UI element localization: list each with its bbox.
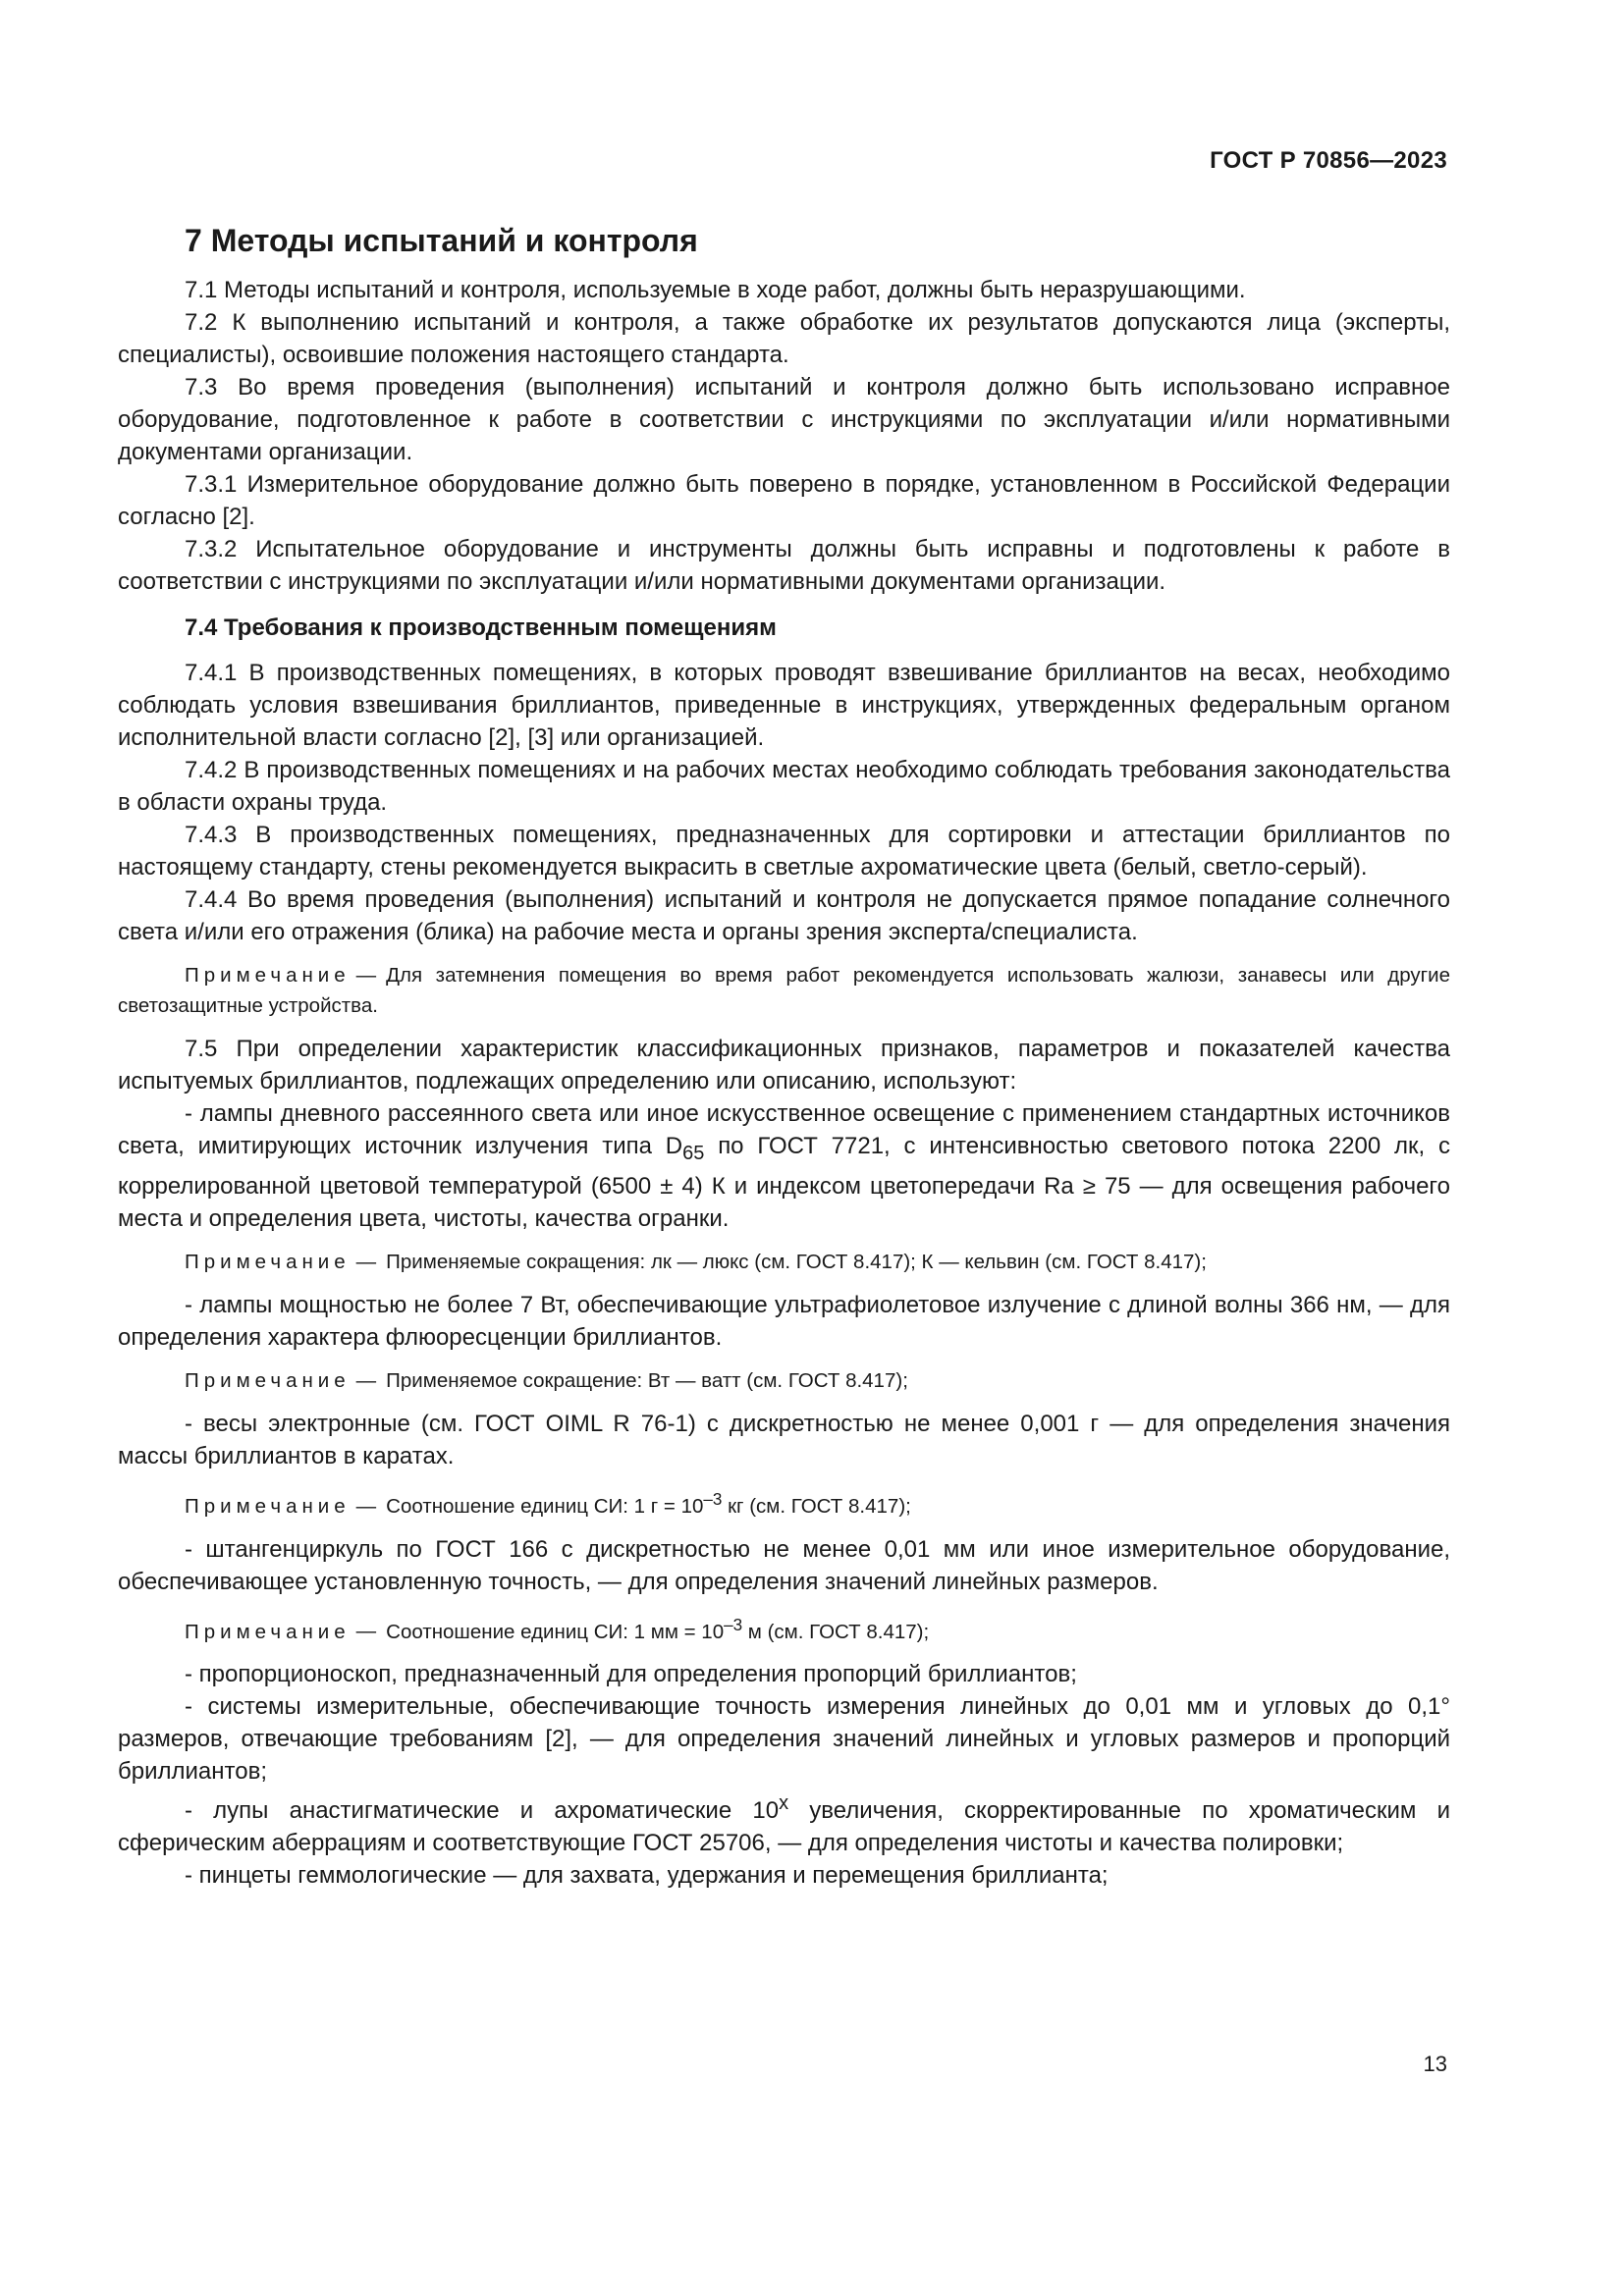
- subsection-title: 7.4 Требования к производственным помещениям: [185, 614, 777, 641]
- paragraph-7-4-3: 7.4.3 В производственных помещениях, предназначенных для сортировки и аттестации бриллиантов по настоящему стандарту, стены рекомендуется выкрасить в светлые ахроматические цвета (белый, светло-серый).: [118, 822, 1450, 881]
- superscript: –3: [703, 1489, 723, 1509]
- note-text: Соотношение единиц СИ: 1 мм = 10: [386, 1620, 725, 1643]
- paragraph-7-4-4: 7.4.4 Во время проведения (выполнения) испытаний и контроля не допускается прямое попадание солнечного света и/или его отражения (блика) на рабочие места и органы зрения эксперта/специалиста.: [118, 886, 1450, 945]
- subscript: 65: [682, 1142, 705, 1164]
- note-2: [118, 1247, 1450, 1277]
- list-item-loupes: [118, 1788, 1450, 1859]
- superscript: –3: [724, 1615, 743, 1634]
- paragraph-7-4-1: 7.4.1 В производственных помещениях, в которых проводят взвешивание бриллиантов на весах, необходимо соблюдать условия взвешивания бриллиантов, приведенные в инструкциях, утвержденных федеральным органом исполнительной власти согласно [2], [3] или организацией.: [118, 660, 1450, 751]
- list-item-tweezers: - пинцеты геммологические — для захвата, удержания и перемещения бриллианта;: [185, 1862, 1109, 1890]
- section-title: 7 Методы испытаний и контроля: [185, 223, 698, 258]
- note-text: Применяемые сокращения: лк — люкс (см. ГОСТ 8.417); К — кельвин (см. ГОСТ 8.417);: [386, 1250, 1207, 1273]
- list-item-text: - лампы дневного рассеянного света или иное искусственное освещение с применением стандартных источников света, имитирующих источник излучения типа D: [118, 1100, 1450, 1159]
- note-dash: —: [355, 1368, 377, 1392]
- note-text: Для затемнения помещения во время работ рекомендуется использовать жалюзи, занавесы или другие светозащитные устройства.: [118, 964, 1450, 1017]
- list-item-measuring-systems: - системы измерительные, обеспечивающие точность измерения линейных до 0,01 мм и угловых до 0,1° размеров, отвечающие требованиям [2], — для определения значений линейных и угловых размеров и пропорций бриллиантов;: [118, 1693, 1450, 1786]
- note-label: Примечание: [185, 1620, 351, 1643]
- note-text: Применяемое сокращение: Вт — ватт (см. ГОСТ 8.417);: [386, 1368, 908, 1392]
- note-dash: —: [355, 964, 377, 987]
- list-item-daylight-lamps: [118, 1097, 1450, 1235]
- paragraph-7-2: 7.2 К выполнению испытаний и контроля, а также обработке их результатов допускаются лица (эксперты, специалисты), освоившие положения настоящего стандарта.: [118, 309, 1450, 368]
- note-label: Примечание: [185, 964, 351, 987]
- paragraph-7-3-2: 7.3.2 Испытательное оборудование и инструменты должны быть исправны и подготовлены к работе в соответствии с инструкциями по эксплуатации и/или нормативными документами организации.: [118, 536, 1450, 595]
- list-item-caliper: - штангенциркуль по ГОСТ 166 с дискретностью не менее 0,01 мм или иное измерительное оборудование, обеспечивающее установленную точность, — для определения значений линейных размеров.: [118, 1535, 1450, 1595]
- document-code: ГОСТ Р 70856—2023: [1210, 147, 1447, 174]
- note-text: Соотношение единиц СИ: 1 г = 10: [386, 1494, 704, 1518]
- list-item-scales: - весы электронные (см. ГОСТ OIML R 76-1) с дискретностью не менее 0,001 г — для определения значения массы бриллиантов в каратах.: [118, 1410, 1450, 1469]
- page-content: [118, 221, 1450, 1892]
- superscript: х: [779, 1792, 789, 1815]
- note-dash: —: [355, 1620, 377, 1643]
- paragraph-7-3: 7.3 Во время проведения (выполнения) испытаний и контроля должно быть использовано исправное оборудование, подготовленное к работе в соответствии с инструкциями по эксплуатации и/или нормативными документами организации.: [118, 374, 1450, 465]
- note-text: кг (см. ГОСТ 8.417);: [722, 1494, 911, 1518]
- note-label: Примечание: [185, 1250, 351, 1273]
- paragraph-7-4-2: 7.4.2 В производственных помещениях и на рабочих местах необходимо соблюдать требования законодательства в области охраны труда.: [118, 757, 1450, 816]
- note-label: Примечание: [185, 1494, 351, 1518]
- page-number: 13: [1423, 2052, 1447, 2076]
- note-4: [118, 1484, 1450, 1522]
- list-item-uv-lamps: - лампы мощностью не более 7 Вт, обеспечивающие ультрафиолетовое излучение с длиной волны 366 нм, — для определения характера флюоресценции бриллиантов.: [118, 1291, 1450, 1351]
- list-item-text: - лупы анастигматические и ахроматические 10: [185, 1797, 780, 1825]
- list-item-text: по ГОСТ 7721, с интенсивностью светового потока 2200 лк, с коррелированной цветовой температурой (6500 ± 4) К и индексом цветопередачи Ra ≥ 75 — для освещения рабочего места и определения цвета, чистоты, качества огранки.: [118, 1133, 1450, 1232]
- list-item-proportionscope: - пропорционоскоп, предназначенный для определения пропорций бриллиантов;: [185, 1661, 1077, 1688]
- note-5: [118, 1610, 1450, 1647]
- note-3: [118, 1365, 1450, 1396]
- paragraph-7-1: 7.1 Методы испытаний и контроля, используемые в ходе работ, должны быть неразрушающими.: [185, 277, 1246, 303]
- note-dash: —: [355, 1494, 377, 1518]
- paragraph-7-3-1: 7.3.1 Измерительное оборудование должно быть поверено в порядке, установленном в Российской Федерации согласно [2].: [118, 471, 1450, 530]
- note-1: [118, 960, 1450, 1021]
- note-dash: —: [355, 1250, 377, 1273]
- note-label: Примечание: [185, 1368, 351, 1392]
- list-item-text: увеличения, скорректированные по хроматическим и сферическим аберрациям и соответствующие ГОСТ 25706, — для определения чистоты и качества полировки;: [118, 1797, 1450, 1857]
- note-text: м (см. ГОСТ 8.417);: [742, 1620, 930, 1643]
- paragraph-7-5: 7.5 При определении характеристик классификационных признаков, параметров и показателей качества испытуемых бриллиантов, подлежащих определению или описанию, используют:: [118, 1036, 1450, 1095]
